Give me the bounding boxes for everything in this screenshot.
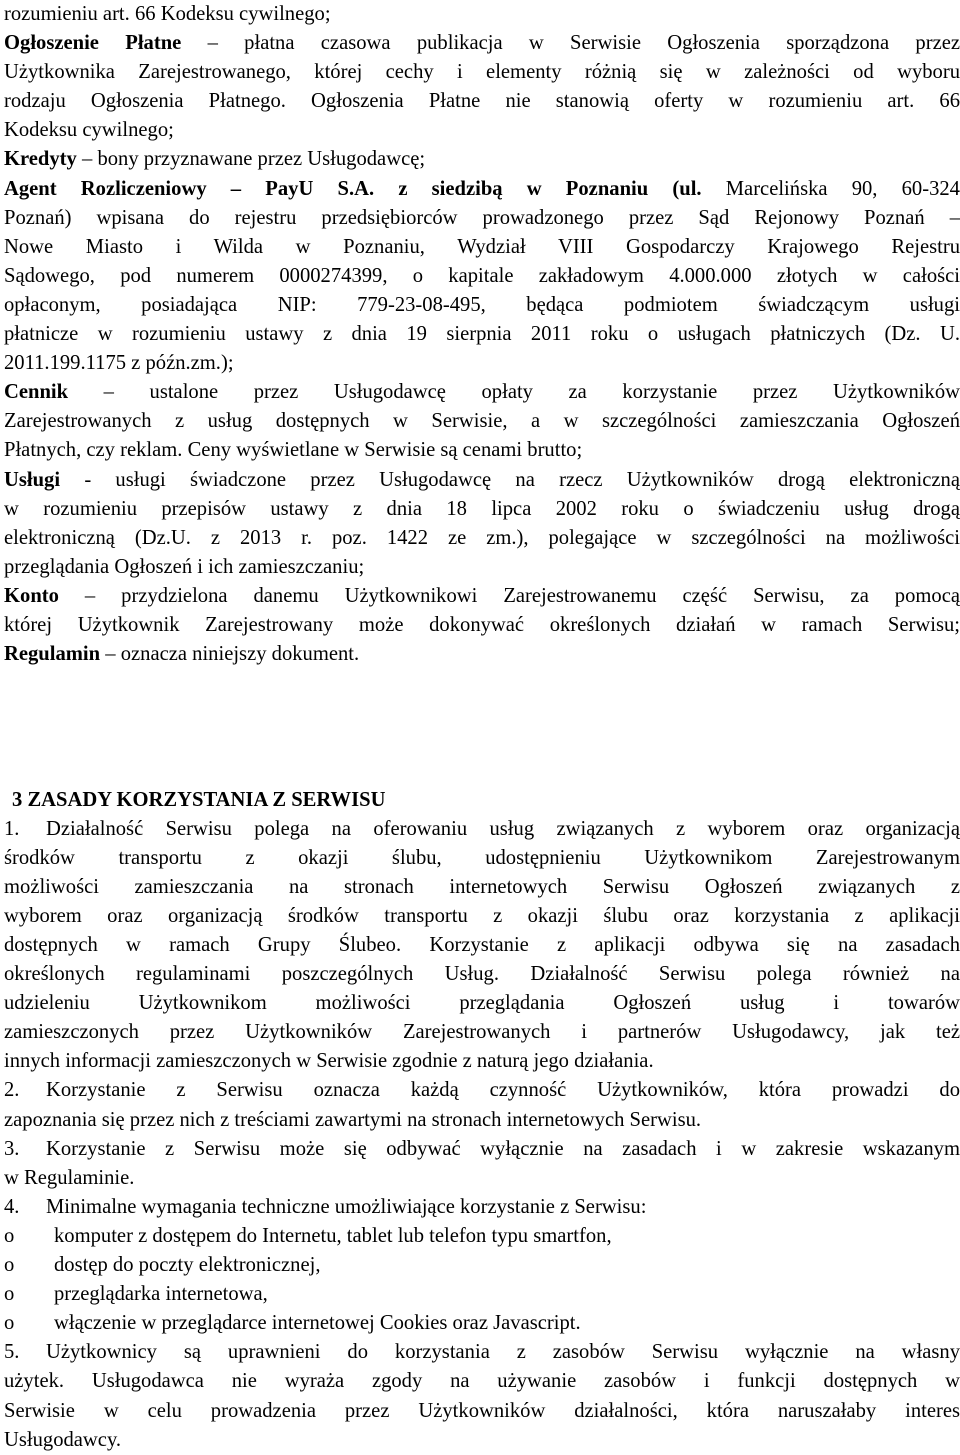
paragraph-2 [4,1076,960,1105]
text-line [4,262,960,291]
text-fragment: udzieleniu Użytkownikom możliwości przeglądania Ogłoszeń usług i towarów [4,992,960,1015]
text-fragment: Poznań) wpisana do rejestru przedsiębiorców prowadzonego przez Sąd Rejonowy Poznań – [4,206,960,229]
list-item-text: włączenie w przeglądarce internetowej Cookies oraz Javascript. [54,1312,581,1335]
text-fragment: Użytkownika Zarejestrowanego, której cechy i elementy różnią się w zależności od wyboru [4,61,960,84]
definition-kredyty [4,145,960,174]
text-fragment: Kodeksu cywilnego; [4,119,174,142]
text-fragment: Sądowego, pod numerem 0000274399, o kapitale zakładowym 4.000.000 złotych w całości [4,264,960,287]
text-line [4,1047,960,1076]
definition-uslugi [4,466,960,495]
text-fragment: elektroniczną (Dz.U. z 2013 r. poz. 1422 ze zm.), polegające w szczególności na możliwości [4,526,960,549]
text-line [4,524,960,553]
definition-term: Konto [4,584,59,607]
text-line [4,407,960,436]
paragraph-5 [4,1338,960,1367]
text-line [4,873,960,902]
text-line [4,1397,960,1426]
text-line [4,204,960,233]
text-line [4,1367,960,1396]
text-fragment: rozumieniu art. 66 Kodeksu cywilnego; [4,3,331,25]
paragraph-number: 3. [4,1137,20,1160]
list-item [4,1251,960,1280]
paragraph-number: 4. [4,1195,20,1218]
text-line [4,611,960,640]
text-fragment: wyborem oraz organizacją środków transportu z okazji ślubu oraz korzystania z aplikacji [4,904,960,927]
text-fragment: Korzystanie z Serwisu oznacza każdą czynność Użytkowników, która prowadzi do [46,1079,960,1102]
text-line [4,844,960,873]
paragraph-number: 2. [4,1079,20,1102]
definition-agent-rozliczeniowy [4,175,960,204]
definition-term: Ogłoszenie Płatne [4,32,182,55]
text-line [4,931,960,960]
definition-text: – bony przyznawane przez Usługodawcę; [76,148,426,171]
text-fragment: Korzystanie z Serwisu może się odbywać wyłącznie na zasadach i w zakresie wskazanym [46,1137,960,1160]
definition-text: – przydzielona danemu Użytkownikowi Zarejestrowanemu część Serwisu, za pomocą [58,584,960,607]
bullet-marker: o [4,1224,15,1247]
definition-text: - usługi świadczone przez Usługodawcę na rzecz Użytkowników drogą elektroniczną [60,468,960,491]
definition-text: – ustalone przez Usługodawcę opłaty za korzystanie przez Użytkowników [68,381,960,404]
paragraph-1 [4,815,960,844]
text-fragment: przeglądania Ogłoszeń i ich zamieszczaniu; [4,555,365,578]
text-fragment: dostępnych w ramach Grupy Ślubeo. Korzystanie z aplikacji odbywa się na zasadach [4,934,960,957]
definition-text: – płatna czasowa publikacja w Serwisie Ogłoszenia sporządzona przez [181,32,960,55]
text-fragment: określonych regulaminami poszczególnych Usług. Działalność Serwisu polega również na [4,963,960,986]
text-line [4,1018,960,1047]
bullet-marker: o [4,1283,15,1306]
text-fragment: Nowe Miasto i Wilda w Poznaniu, Wydział VIII Gospodarczy Krajowego Rejestru [4,235,960,258]
text-fragment: 2011.199.1175 z późn.zm.); [4,352,234,375]
text-line [4,58,960,87]
paragraph-number: 1. [4,817,20,840]
spacer [4,669,960,785]
text-fragment: Użytkownicy są uprawnieni do korzystania z zasobów Serwisu wyłącznie na własny [46,1341,960,1364]
text-fragment: w rozumieniu przepisów ustawy z dnia 18 lipca 2002 roku o świadczeniu usług drogą [4,497,960,520]
text-fragment: Usługodawcy. [4,1428,122,1451]
bullet-marker: o [4,1254,15,1277]
text-fragment: rodzaju Ogłoszenia Płatnego. Ogłoszenia Płatne nie stanowią oferty w rozumieniu art. 66 [4,90,960,113]
text-line [4,320,960,349]
definition-term: Kredyty [4,148,77,171]
text-line [4,233,960,262]
list-item-text: dostęp do poczty elektronicznej, [54,1254,321,1277]
definition-text: Marcelińska 90, 60-324 [725,177,960,200]
text-fragment: opłaconym, posiadająca NIP: 779-23-08-495, będąca podmiotem świadczącym usługi [4,293,960,316]
definition-text-bold: – PayU S.A. z siedzibą w Poznaniu (ul. [206,177,726,200]
text-line [4,960,960,989]
text-line [4,436,960,465]
text-line [4,902,960,931]
document-page [4,0,960,1455]
section-heading: 3 ZASADY KORZYSTANIA Z SERWISU [12,788,386,811]
text-fragment: użytek. Usługodawca nie wyraża zgody na używanie zasobów i funkcji dostępnych w [4,1370,960,1393]
list-item [4,1280,960,1309]
definition-term: Agent Rozliczeniowy [4,177,207,200]
definition-regulamin [4,640,960,669]
text-line [4,989,960,1018]
text-line [4,349,960,378]
list-item [4,1309,960,1338]
text-fragment: zamieszczonych przez Użytkowników Zarejestrowanych i partnerów Usługodawcy, jak też [4,1021,960,1044]
paragraph-3 [4,1135,960,1164]
text-fragment: Serwisie w celu prowadzenia przez Użytkowników działalności, która naruszałaby interes [4,1399,960,1422]
text-line [4,116,960,145]
text-fragment: środków transportu z okazji ślubu, udostępnieniu Użytkownikom Zarejestrowanym [4,846,960,869]
text-fragment: Działalność Serwisu polega na oferowaniu usług związanych z wyborem oraz organizacją [46,817,960,840]
paragraph-4 [4,1193,960,1222]
text-line [4,1164,960,1193]
text-line [4,87,960,116]
text-fragment: innych informacji zamieszczonych w Serwisie zgodnie z naturą jego działania. [4,1050,654,1073]
paragraph-number: 5. [4,1341,20,1364]
definition-konto [4,582,960,611]
text-fragment: zapoznania się przez nich z treściami zawartymi na stronach internetowych Serwisu. [4,1108,702,1131]
text-fragment: płatnicze w rozumieniu ustawy z dnia 19 sierpnia 2011 roku o usługach płatniczych (Dz. U. [4,323,960,346]
list-item-text: komputer z dostępem do Internetu, tablet lub telefon typu smartfon, [54,1224,612,1247]
bullet-marker: o [4,1312,15,1335]
definition-ogloszenie-platne [4,29,960,58]
text-line [4,1106,960,1135]
text-line [4,0,960,29]
text-fragment: Zarejestrowanych z usług dostępnych w Serwisie, a w szczególności zamieszczania Ogłoszeń [4,410,960,433]
text-line [4,553,960,582]
text-line [4,291,960,320]
text-fragment: Minimalne wymagania techniczne umożliwiające korzystanie z Serwisu: [46,1195,647,1218]
definition-term: Cennik [4,381,69,404]
definition-term: Usługi [4,468,61,491]
list-item [4,1222,960,1251]
definition-cennik [4,378,960,407]
definition-term: Regulamin [4,643,101,666]
text-fragment: możliwości zamieszczania na stronach internetowych Serwisu Ogłoszeń związanych z [4,875,960,898]
text-fragment: której Użytkownik Zarejestrowany może dokonywać określonych działań w ramach Serwisu; [4,613,960,636]
text-fragment: Płatnych, czy reklam. Ceny wyświetlane w Serwisie są cenami brutto; [4,439,583,462]
list-item-text: przeglądarka internetowa, [54,1283,268,1306]
text-line [4,1426,960,1455]
text-line [4,495,960,524]
definition-text: – oznacza niniejszy dokument. [100,643,360,666]
text-fragment: w Regulaminie. [4,1166,135,1189]
